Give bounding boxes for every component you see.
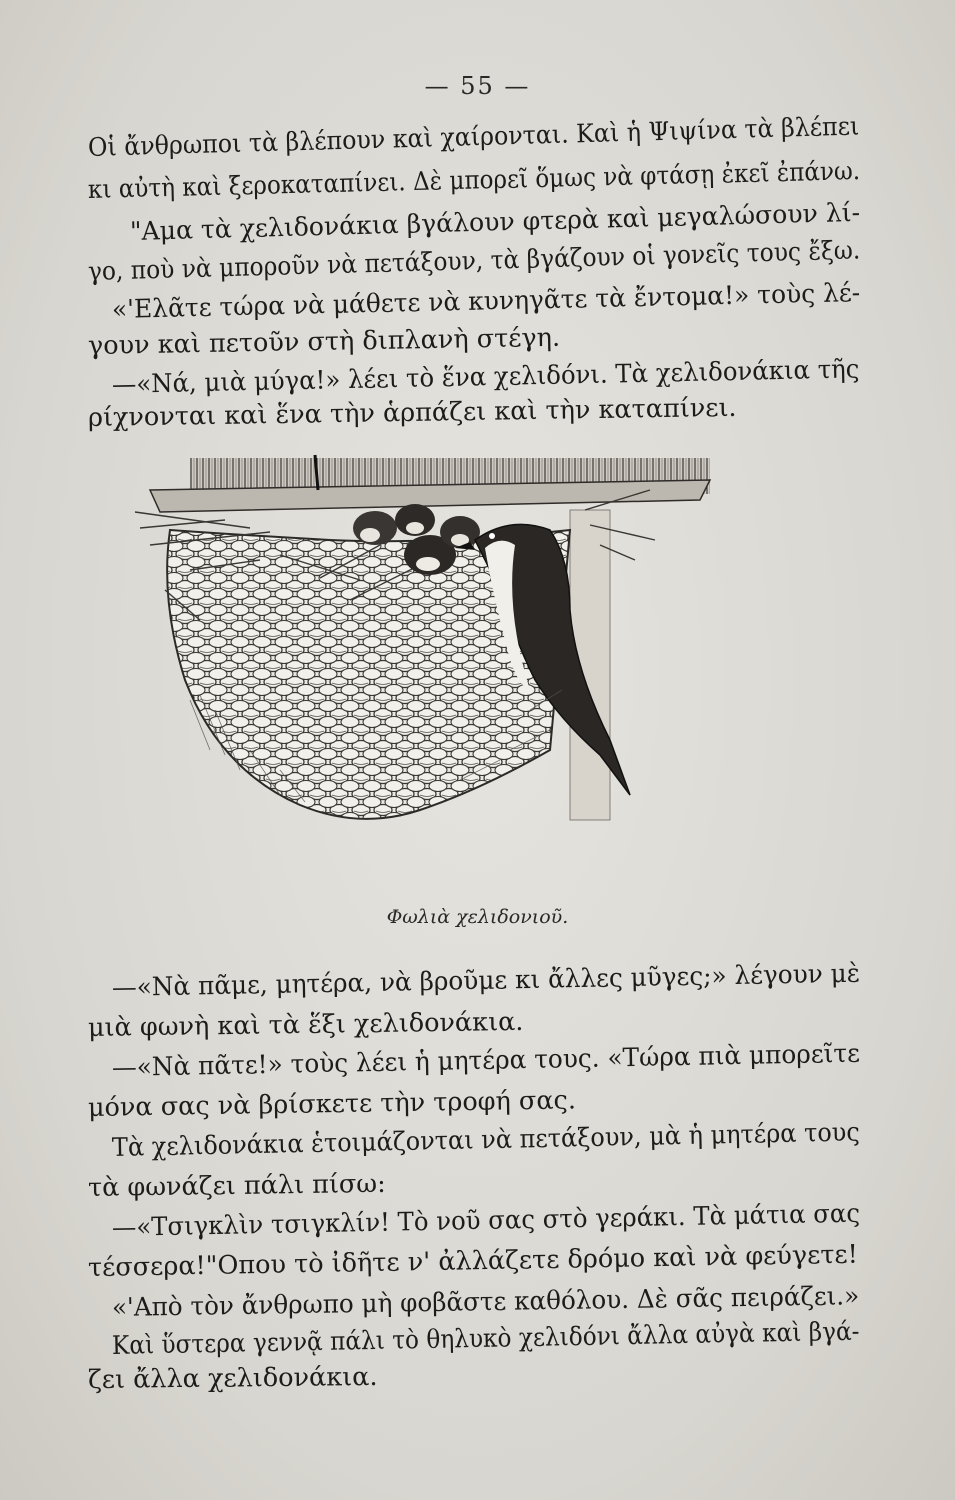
text-line: —«Νὰ πᾶτε!» τοὺς λέει ἡ μητέρα τους. «Τώρα πιὰ μπορεῖτε xyxy=(111,1038,861,1083)
text-line: ρίχνονται καὶ ἕνα τὴν ἁρπάζει καὶ τὴν καταπίνει. xyxy=(87,392,737,433)
text-line: Καὶ ὕστερα γεννᾷ πάλι τὸ θηλυκὸ χελιδόνι ἄλλα αὐγὰ καὶ βγά- xyxy=(111,1316,860,1361)
page-number: — 55 — xyxy=(424,72,531,100)
figure-caption: Φωλιὰ χελιδονιοῦ. xyxy=(386,906,569,928)
text-line: γουν καὶ πετοῦν στὴ διπλανὴ στέγη. xyxy=(87,322,561,361)
text-line: «'Απὸ τὸν ἄνθρωπο μὴ φοβᾶστε καθόλου. Δὲ σᾶς πειράζει.» xyxy=(111,1281,860,1323)
text-line: τέσσερα!"Οπου τὸ ἰδῆτε ν' ἀλλάζετε δρόμο καὶ νὰ φεύγετε! xyxy=(87,1239,859,1283)
text-line: —«Νά, μιὰ μύγα!» λέει τὸ ἕνα χελιδόνι. Τὰ χελιδονάκια τῆς xyxy=(111,354,860,400)
text-line: «'Ελᾶτε τώρα νὰ μάθετε νὰ κυνηγᾶτε τὰ ἔντομα!» τοὺς λέ- xyxy=(111,278,861,325)
swallow-nest-illustration xyxy=(130,450,720,900)
text-line: κι αὐτὴ καὶ ξεροκαταπίνει. Δὲ μπορεῖ ὅμως νὰ φτάσῃ ἐκεῖ ἐπάνω. xyxy=(87,156,861,205)
text-line: —«Νὰ πᾶμε, μητέρα, νὰ βροῦμε κι ἄλλες μῦγες;» λέγουν μὲ xyxy=(111,958,861,1003)
text-line: γο, ποὺ νὰ μποροῦν νὰ πετάξουν, τὰ βγάζουν οἱ γονεῖς τους ἔξω. xyxy=(87,235,861,287)
text-line: —«Τσιγκλὶν τσιγκλίν! Τὸ νοῦ σας στὸ γεράκι. Τὰ μάτια σας xyxy=(111,1198,861,1243)
text-line: Οἱ ἄνθρωποι τὰ βλέπουν καὶ χαίρονται. Καὶ ἡ Ψιψίνα τὰ βλέπει xyxy=(87,111,860,163)
text-line: τὰ φωνάζει πάλι πίσω: xyxy=(87,1168,386,1203)
text-line: "Αμα τὰ χελιδονάκια βγάλουν φτερὰ καὶ μεγαλώσουν λί- xyxy=(129,197,861,247)
text-line: Τὰ χελιδονάκια ἑτοιμάζονται νὰ πετάξουν, μὰ ἡ μητέρα τους xyxy=(111,1117,861,1163)
text-line: μόνα σας νὰ βρίσκετε τὴν τροφή σας. xyxy=(87,1085,577,1123)
roof-beam xyxy=(150,455,710,512)
text-line: μιὰ φωνὴ καὶ τὰ ἕξι χελιδονάκια. xyxy=(87,1006,524,1043)
text-line: ζει ἄλλα χελιδονάκια. xyxy=(87,1361,378,1395)
